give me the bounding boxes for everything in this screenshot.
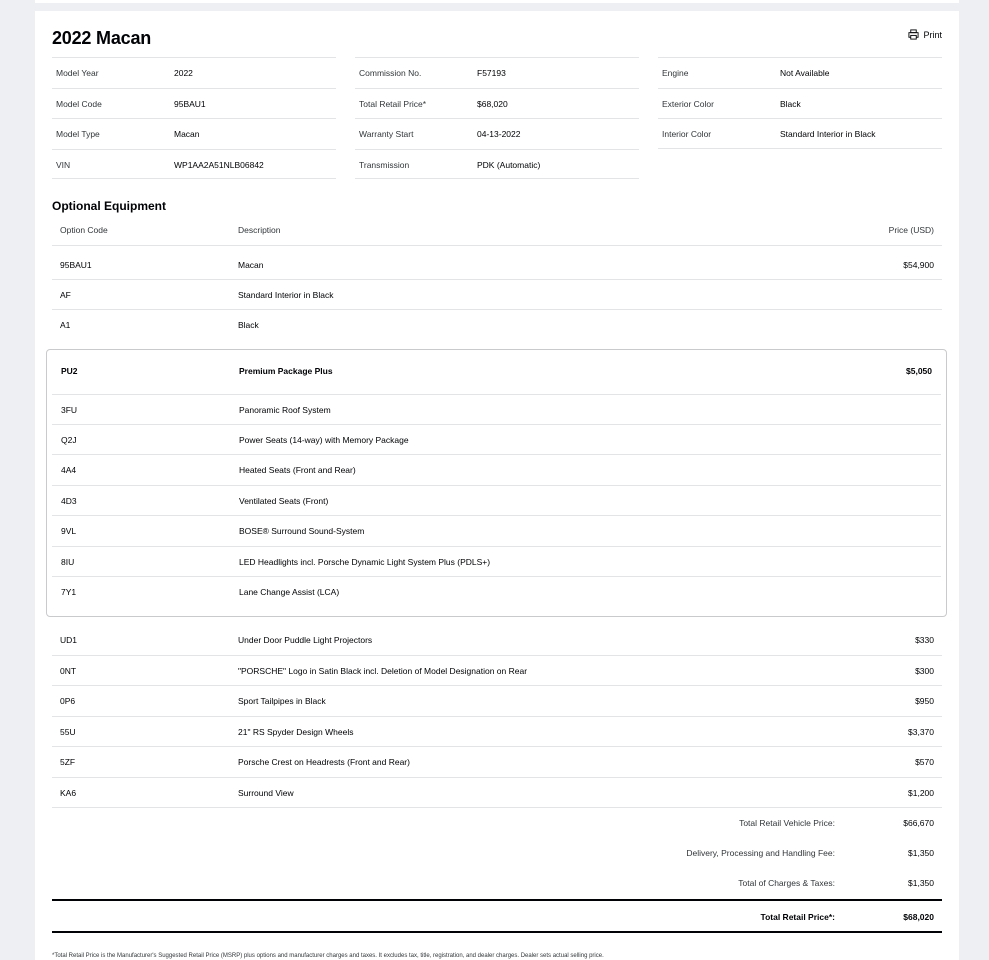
spec-row <box>355 118 639 149</box>
option-price: $330 <box>915 635 934 645</box>
option-code: 95BAU1 <box>60 259 92 270</box>
specs-column-1 <box>52 57 336 179</box>
option-description: 21" RS Spyder Design Wheels <box>238 726 354 737</box>
package-items <box>52 394 941 608</box>
specs-column-2 <box>355 57 639 179</box>
spec-row <box>355 88 639 119</box>
option-code: A1 <box>60 320 71 330</box>
option-price: $570 <box>915 757 934 767</box>
print-label: Print <box>923 29 942 40</box>
spec-row <box>355 149 639 180</box>
spec-value: WP1AA2A51NLB06842 <box>174 159 264 170</box>
table-row <box>52 717 942 748</box>
option-description: Sport Tailpipes in Black <box>238 696 326 706</box>
equipment-table-bottom <box>52 625 942 808</box>
print-button[interactable] <box>908 29 942 40</box>
spec-label: Total Retail Price* <box>359 98 427 109</box>
final-total-label: Total Retail Price*: <box>760 912 835 922</box>
option-code: UD1 <box>60 635 78 645</box>
window-sticker-card <box>35 11 959 960</box>
spec-label: Exterior Color <box>662 98 714 109</box>
item-description: Lane Change Assist (LCA) <box>239 587 340 597</box>
equipment-table-top <box>52 215 942 341</box>
option-description: Surround View <box>238 787 294 798</box>
spec-label: Model Year <box>56 68 99 78</box>
table-row <box>52 778 942 809</box>
spec-row <box>355 57 639 88</box>
item-code: 7Y1 <box>61 587 77 597</box>
spec-value: $68,020 <box>477 98 508 109</box>
option-price: $300 <box>915 665 934 676</box>
totals <box>52 808 942 898</box>
option-code: 5ZF <box>60 757 76 767</box>
total-label: Delivery, Processing and Handling Fee: <box>686 848 835 858</box>
item-description: Heated Seats (Front and Rear) <box>239 465 356 475</box>
item-code: 4D3 <box>61 495 77 506</box>
spec-row <box>658 57 942 88</box>
option-price: $54,900 <box>903 259 934 270</box>
package-price: $5,050 <box>906 366 932 376</box>
spec-value: F57193 <box>477 68 506 78</box>
spec-row <box>52 149 336 180</box>
package-item <box>52 455 941 486</box>
spec-label: Warranty Start <box>359 129 414 139</box>
option-code: AF <box>60 289 71 300</box>
item-code: 8IU <box>61 556 75 567</box>
spec-value: Not Available <box>780 68 830 78</box>
table-row <box>52 686 942 717</box>
option-price: $3,370 <box>908 726 934 737</box>
option-code: 55U <box>60 726 76 737</box>
table-row <box>52 747 942 778</box>
spec-label: Interior Color <box>662 129 712 139</box>
package-item <box>52 577 941 608</box>
option-description: Standard Interior in Black <box>238 289 334 300</box>
spec-label: VIN <box>56 159 71 170</box>
total-value: $1,350 <box>908 848 934 858</box>
header-description: Description <box>238 225 281 235</box>
final-total-value: $68,020 <box>903 912 934 922</box>
option-description: Black <box>238 320 259 330</box>
spec-value: Black <box>780 98 801 109</box>
page-title: 2022 Macan <box>52 28 152 48</box>
package-description: Premium Package Plus <box>239 366 333 376</box>
option-code: KA6 <box>60 787 77 798</box>
item-description: LED Headlights incl. Porsche Dynamic Light System Plus (PDLS+) <box>239 556 491 567</box>
item-code: 4A4 <box>61 465 77 475</box>
package-code: PU2 <box>61 366 78 376</box>
package-item <box>52 394 941 425</box>
item-code: 3FU <box>61 405 78 415</box>
option-description: Porsche Crest on Headrests (Front and Rear) <box>238 757 410 767</box>
specs-column-3 <box>658 57 942 149</box>
total-label: Total of Charges & Taxes: <box>738 878 835 888</box>
option-price: $950 <box>915 696 934 706</box>
spec-value: PDK (Automatic) <box>477 159 541 170</box>
package-item <box>52 425 941 456</box>
total-label: Total Retail Vehicle Price: <box>739 818 835 828</box>
spec-value: 2022 <box>174 68 193 78</box>
spec-label: Engine <box>662 68 689 78</box>
total-row <box>52 838 942 868</box>
total-row <box>52 868 942 898</box>
item-code: 9VL <box>61 526 77 536</box>
option-price: $1,200 <box>908 787 934 798</box>
item-code: Q2J <box>61 434 77 445</box>
package-header <box>47 350 946 394</box>
table-row <box>52 625 942 656</box>
item-description: BOSE® Surround Sound-System <box>239 526 365 536</box>
spec-value: 04-13-2022 <box>477 129 521 139</box>
item-description: Power Seats (14-way) with Memory Package <box>239 434 409 445</box>
final-total <box>52 899 942 933</box>
total-value: $66,670 <box>903 818 934 828</box>
spec-label: Transmission <box>359 159 410 170</box>
total-value: $1,350 <box>908 878 934 888</box>
header-code: Option Code <box>60 225 108 235</box>
total-row <box>52 808 942 838</box>
item-description: Ventilated Seats (Front) <box>239 495 329 506</box>
footnote: *Total Retail Price is the Manufacturer's Suggested Retail Price (MSRP) plus options and manufacturer charges and taxes. It excludes tax, title, registration, and dealer charges. Dealer sets actual selling price. <box>52 953 604 959</box>
printer-icon <box>908 29 919 40</box>
spec-row <box>658 118 942 149</box>
item-description: Panoramic Roof System <box>239 405 331 415</box>
spec-label: Commission No. <box>359 68 422 78</box>
top-card-edge <box>35 0 959 3</box>
package-box <box>46 349 947 617</box>
table-row <box>52 310 942 341</box>
option-code: 0P6 <box>60 696 76 706</box>
header-price: Price (USD) <box>888 225 934 235</box>
package-item <box>52 516 941 547</box>
spec-value: 95BAU1 <box>174 98 206 109</box>
package-item <box>52 547 941 578</box>
spec-value: Macan <box>174 129 200 139</box>
table-row <box>52 656 942 687</box>
table-row <box>52 280 942 311</box>
spec-label: Model Code <box>56 98 102 109</box>
spec-row <box>52 57 336 88</box>
spec-row <box>52 88 336 119</box>
package-item <box>52 486 941 517</box>
spec-value: Standard Interior in Black <box>780 129 876 139</box>
spec-row <box>658 88 942 119</box>
option-description: Macan <box>238 259 264 270</box>
table-row <box>52 246 942 280</box>
option-description: "PORSCHE" Logo in Satin Black incl. Deletion of Model Designation on Rear <box>238 665 528 676</box>
section-title: Optional Equipment <box>52 199 166 213</box>
spec-row <box>52 118 336 149</box>
option-description: Under Door Puddle Light Projectors <box>238 635 373 645</box>
spec-label: Model Type <box>56 129 100 139</box>
table-header <box>52 215 942 246</box>
option-code: 0NT <box>60 665 77 676</box>
